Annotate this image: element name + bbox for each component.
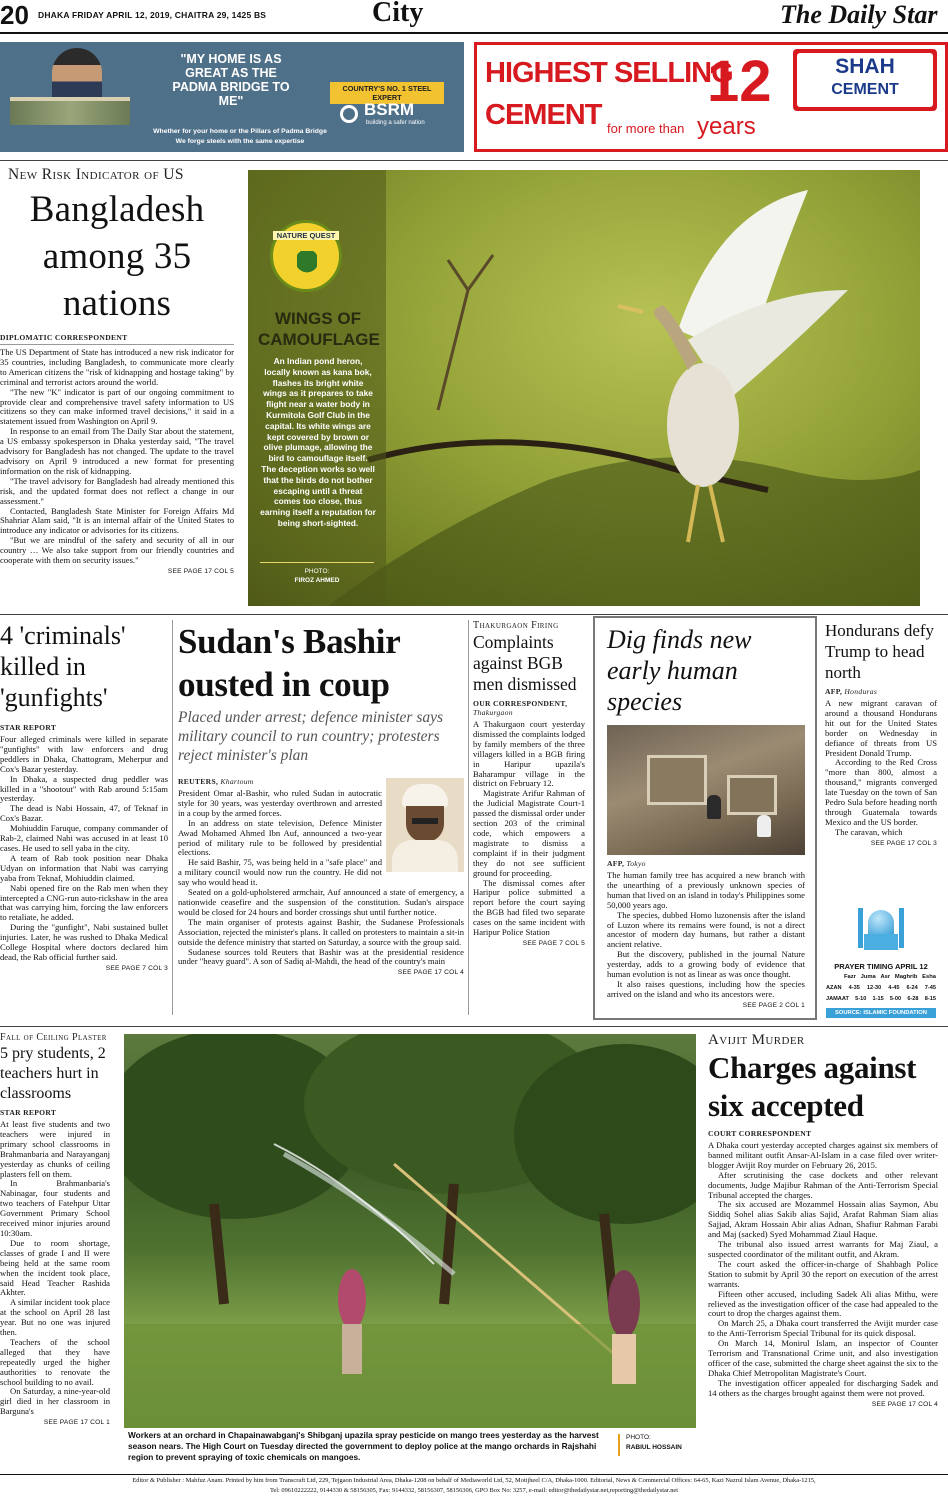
shah-cement-ad[interactable] — [474, 42, 948, 152]
continued-link[interactable]: SEE PAGE 17 COL 4 — [397, 969, 464, 977]
story-deck: Placed under arrest; defence minister says military council to run country; protesters reject minister's plan — [178, 709, 444, 764]
paragraph: On March 14, Monirul Islam, an inspector of Counter Terrorism and Transnational Crime unit, and also investigation officer of the case, submitted the charge sheet against the six to the Dhaka Chief Metropolitan Magistrate's Court. — [708, 1338, 938, 1378]
bsrm-ad[interactable] — [0, 42, 464, 152]
nature-quest-badge — [270, 220, 342, 292]
ad-number: 12 — [707, 49, 772, 114]
story-byline: STAR REPORT — [0, 1108, 57, 1117]
photo-caption-block — [124, 1430, 696, 1470]
paragraph: Nabi opened fire on the Rab men when they intercepted a CNG-run auto-rickshaw in the area that was carrying him, forcing the law enforcers to retaliate, he added. — [0, 882, 168, 923]
story-headline: Charges against six accepted — [708, 1050, 917, 1123]
paragraph: The dead is Nabi Hossain, 47, of Teknaf in Cox's Bazar. — [0, 803, 168, 824]
paragraph: "The new "K" indicator is part of our ongoing commitment to provide clear and comprehensive travel safety information to US citizens so they can make informed travel decisions," it said in a statement issued from Washington on April 9. — [0, 386, 234, 427]
paragraph: In response to an email from The Daily Star about the statement, a US embassy spokesperson in Dhaka yesterday said, "The travel advisory for Bangladesh has not changed. The update to the travel advisory on April 9 introduced a new format for presenting information on the risk of kidnapping. — [0, 426, 234, 476]
story-ceiling-plaster — [0, 1032, 110, 1468]
photo-credit-label: PHOTO: — [304, 568, 330, 575]
story-body — [0, 348, 234, 566]
ad-tagline: building a safer nation — [366, 120, 425, 126]
paragraph: Contacted, Bangladesh State Minister for Foreign Affairs Md Shahriar Alam said, "It is an internal affair of the United States to introduce any indicator or advisories for its citizens. — [0, 505, 234, 536]
story-byline: AFP, Honduras — [825, 687, 878, 696]
story-headline: Bangladesh among 35 nations — [29, 189, 205, 324]
ad-brand-1: SHAH — [835, 55, 895, 78]
paragraph: A Thakurgaon court yesterday dismissed the complaints lodged by family members of the three villagers killed in a BGB firing in Haripur upazila's Baharampur village in the district on February 12. — [473, 719, 585, 789]
shah-logo — [793, 49, 937, 111]
paragraph: He said Bashir, 75, was being held in a "safe place" and a military council would now run the country. He did not say who would head it. — [178, 857, 382, 888]
paragraph: The investigation officer appealed for discharging Sadek and 14 others as the charges brought against them were not proved. — [708, 1377, 938, 1398]
paragraph: Seated on a gold-upholstered armchair, Auf announced a state of emergency, a nationwide ceasefire and the suspension of the constitution. Sudan's airspace would be closed for 24 hours and border crossings shut until further notice. — [178, 887, 464, 917]
paragraph: At least five students and two teachers were injured in primary school classrooms in Brahmanbaria and Narayanganj yesterday as chunks of ceiling plasters fell on them. — [0, 1119, 110, 1179]
paragraph: According to the Red Cross "more than 800, almost a thousand," migrants converged late Tuesday on the town of San Pedro Sula before heading north through Guatemala towards Mexico and the US border. — [825, 757, 937, 827]
photo-credit-label: PHOTO: — [626, 1434, 651, 1441]
photo-title: WINGS OF CAMOUFLAGE — [258, 309, 380, 349]
continued-link[interactable]: SEE PAGE 17 COL 5 — [167, 567, 234, 575]
paragraph: The dismissal comes after Haripur police submitted a report before the court saying the BGB had filed two separate cases on the same incident with Haripur Police Station — [473, 877, 585, 938]
paragraph: On March 25, a Dhaka court transferred the Avijit murder case to the Anti-Terrorism Special Tribunal for its quick disposal. — [708, 1318, 938, 1339]
paragraph: In Dhaka, a suspected drug peddler was killed in a "shootout" with Rab around 5:15am yesterday. — [0, 773, 168, 804]
ad-house-graphic — [10, 97, 130, 125]
mango-orchard-photo — [124, 1034, 696, 1428]
paragraph: The court asked the officer-in-charge of Shahbagh Police Station to submit by April 30 the report on execution of the arrest warrants. — [708, 1258, 938, 1289]
paragraph: President Omar al-Bashir, who ruled Sudan in autocratic style for 30 years, was yesterday overthrown and arrested in a coup by the armed forces. — [178, 788, 382, 818]
story-human-species — [593, 616, 817, 1020]
imprint-line-2: Tel: 09610222222, 9144330 & 58156305, Fax: 9144332, 58156307, 58156306, GPO Box No: 3257, e-mail: editor@thedailystar.net,reporting@thedailystar.net — [269, 1487, 679, 1494]
jamaat-row: JAMAAT 5-10 1-15 5-00 6-28 8-15 — [826, 996, 936, 1002]
story-body — [708, 1141, 938, 1399]
continued-link[interactable]: SEE PAGE 2 COL 1 — [742, 1001, 805, 1009]
story-bgb — [473, 620, 585, 1015]
story-hondurans — [825, 620, 937, 900]
paragraph: Mohiuddin Faruque, company commander of Rab-2, claimed Nabi was accused in at least 10 cases. He used to sell yaba in the city. — [0, 823, 168, 853]
section-title: City — [372, 0, 424, 28]
ad-badge: COUNTRY'S NO. 1 STEEL EXPERT — [330, 82, 444, 104]
photo-credit: FIROZ AHMED — [294, 577, 340, 584]
prayer-labels: Fazr Juma Asr Maghrib Esha — [844, 974, 936, 980]
paragraph: It also raises questions, including how the species arrived on the island and who its ancestors were. — [607, 978, 805, 999]
paragraph: A similar incident took place at the school on April 28 last year. But no one was injured then. — [0, 1297, 110, 1338]
bsrm-logo-icon — [340, 105, 358, 123]
story-byline: DIPLOMATIC CORRESPONDENT — [0, 333, 234, 345]
azan-row: AZAN 4-35 12-30 4-45 6-24 7-45 — [826, 985, 936, 991]
story-byline: AFP, Tokyo — [607, 859, 646, 868]
ad-brand-2: CEMENT — [831, 81, 899, 98]
prayer-title: PRAYER TIMING APRIL 12 — [834, 962, 928, 971]
badge-label: NATURE QUEST — [273, 231, 339, 240]
paragraph: The main organiser of protests against Bashir, the Sudanese Professionals Association, rejected the minister's plans. It called on protesters to maintain a sit-in outside the defence ministry that started on Saturday, a source with the group said. — [178, 916, 464, 947]
story-headline: 5 pry students, 2 teachers hurt in classrooms — [0, 1045, 106, 1102]
continued-link[interactable]: SEE PAGE 7 COL 3 — [105, 964, 168, 972]
story-byline: REUTERS, Khartoum — [178, 777, 254, 786]
paper-name: The Daily Star — [780, 0, 938, 29]
story-sudan — [178, 620, 464, 1015]
caption-panel — [248, 170, 386, 606]
continued-link[interactable]: SEE PAGE 17 COL 3 — [870, 839, 937, 847]
paragraph: The species, dubbed Homo luzonensis after the island of Luzon where its remains were found, is not a direct ancestor of modern day humans, but rather a distant ancient relative. — [607, 909, 805, 950]
paragraph: The human family tree has acquired a new branch with the unearthing of a previously unknown species of human that lived on an island in today's Philippines some 50,000 years ago. — [607, 870, 805, 910]
story-kicker: New Risk Indicator of US — [8, 166, 184, 183]
paragraph: After scrutinising the case dockets and other relevant documents, Judge Majibur Rahman of the Anti-Terrorism Special Tribunal accepted the charges. — [708, 1169, 938, 1200]
paragraph: The caravan, which — [835, 826, 903, 837]
photo-caption: Workers at an orchard in Chapainawabganj's Shibganj upazila spray pesticide on mango trees yesterday as the harvest season nears. The High Court on Tuesday directed the government to deploy police at the mango orchards in Rajshahi region to prevent spraying of toxic chemicals on mangoes. — [128, 1430, 599, 1462]
story-body — [0, 1120, 110, 1417]
ad-footer-1: Whether for your home or the Pillars of Padma Bridge — [153, 128, 327, 135]
paragraph: On Saturday, a nine-year-old girl died in her classroom in Barguna's — [0, 1386, 110, 1417]
story-headline: Dig finds new early human species — [607, 625, 752, 716]
paragraph: Due to room shortage, classes of grade I and II were being held at the same room when the incident took place, said Head Teacher Rashida Akhter. — [0, 1237, 110, 1298]
story-body — [0, 735, 168, 963]
paragraph: A new migrant caravan of around a thousand Hondurans hit out for the United States border on Wednesday in defiance of threats from US President Donald Trump. — [825, 698, 937, 758]
ad-quote: "MY HOME IS AS GREAT AS THE PADMA BRIDGE TO ME" — [172, 52, 290, 108]
masthead-rule — [0, 32, 948, 34]
story-kicker: Fall of Ceiling Plaster — [0, 1032, 107, 1043]
page-number: 20 — [0, 0, 29, 30]
story-byline: OUR CORRESPONDENT, Thakurgaon — [473, 699, 568, 717]
prayer-timing — [826, 900, 936, 1022]
orchard-illustration — [124, 1034, 696, 1428]
paragraph: A Dhaka court yesterday accepted charges against six members of banned militant outfit Ansar-Al-Islam in a case filed over writer-blogger Avijit Roy murder on February 26, 2015. — [708, 1140, 938, 1170]
paragraph: The six accused are Mozammel Hossain alias Saymon, Abu Siddiq Sohel alias Sakib alias Sajid, Arafat Rahman Siam alias Sajjad, Akram Hossain Abir alias Adnan, Shafiur Rahman Farabi and Maj (sacked) Syed Mohammad Ziaul Haque. — [708, 1199, 938, 1240]
ad-footer-2: We forge steels with the same expertise — [175, 138, 305, 145]
mosque-icon — [856, 904, 906, 954]
ad-unit: years — [697, 113, 756, 140]
story-headline: Sudan's Bashir ousted in coup — [178, 622, 400, 704]
paragraph: Four alleged criminals were killed in separate "gunfights" with law enforcers and drug peddlers in Dhaka, Chattogram, Meherpur and Cox's Bazar yesterday. — [0, 734, 168, 774]
story-byline: STAR REPORT — [0, 723, 57, 732]
story-bangladesh-risk — [0, 166, 234, 606]
story-headline: 4 'criminals' killed in 'gunfights' — [0, 621, 126, 712]
story-kicker: Avijit Murder — [708, 1032, 805, 1048]
story-byline: COURT CORRESPONDENT — [708, 1129, 812, 1138]
paragraph: In Brahmanbaria's Nabinagar, four students and two teachers of Fatehpur Uttar Government Primary School received minor injuries around 10:30am. — [0, 1178, 110, 1238]
story-body — [825, 699, 937, 838]
story-headline: Complaints against BGB men dismissed — [473, 632, 577, 694]
imprint-line-1: Editor & Publisher : Mahfuz Anam. Printed by him from Transcraft Ltd, 229, Tejgaon Industrial Area, Dhaka-1208 on behalf of Mediaworld Ltd, 52, Motijheel C/A, Dhaka-1000. Editorial, News & Commercial Offices: 64-65, Kazi Nazrul Islam Avenue, Dhaka-1215, — [132, 1477, 816, 1484]
bashir-portrait — [386, 778, 464, 872]
paragraph: But the discovery, published in the journal Nature yesterday, adds to a growing body of evidence that human evolution is not as linear as was once thought. — [607, 949, 805, 980]
story-kicker: Thakurgaon Firing — [473, 620, 559, 631]
paragraph: Sudanese sources told Reuters that Bashir was at the presidential residence under "heavy guard". A son of Sadiq al-Mahdi, the head of the country's main — [178, 946, 464, 967]
photo-credit: RABIUL HOSSAIN — [626, 1444, 682, 1451]
story-body — [473, 720, 585, 938]
prayer-source: SOURCE: ISLAMIC FOUNDATION — [826, 1008, 936, 1018]
story-headline: Hondurans defy Trump to head north — [825, 621, 935, 682]
excavation-photo — [607, 725, 805, 855]
paragraph: "The travel advisory for Bangladesh had already mentioned this risk, and the updated format does not reflect a change in our assessment." — [0, 475, 234, 506]
paragraph: Teachers of the school alleged that they have repeatedly urged the higher authorities to renovate the school building to no avail. — [0, 1336, 110, 1387]
photo-caption: An Indian pond heron, locally known as kana bok, flashes its bright white wings as it prepares to take flight near a water body in Kurmitola Golf Club in the capital. Its white wings are kept covered by brown or olive plumage, allowing the bird to camouflage itself. The deception works so well that the birds do not bother escaping until a threat comes too close, thus earning itself a reputation for being short-sighted. — [260, 356, 376, 528]
paragraph: The US Department of State has introduced a new risk indicator for 35 countries, including Bangladesh, to communicate more clearly to American citizens the "risk of kidnapping and hostage taking" by criminal and terrorist actors around the world. — [0, 347, 234, 387]
ad-person-photo — [52, 48, 102, 104]
ad-brand: BSRM — [364, 100, 415, 119]
paragraph: During the "gunfight", Nabi sustained bullet injuries. Later, he was rushed to Dhaka Medical College Hospital where doctors declared him dead, the Rab official further said. — [0, 922, 168, 962]
tree-icon — [297, 251, 317, 279]
story-gunfights — [0, 620, 168, 1015]
paragraph: Fifteen other accused, including Sadek Ali alias Mithu, were relieved as the investigation officer of the case had appealed to the court to drop the charges against them. — [708, 1288, 938, 1319]
paragraph: "But we are mindful of the safety and security of all in our country … We also take support from our friendly countries and cooperate with them on security issues." — [0, 535, 234, 566]
ad-line-2: CEMENT — [485, 99, 602, 131]
story-avijit — [708, 1032, 938, 1472]
ad-prefix: for more than — [607, 121, 685, 136]
paragraph: A team of Rab took position near Dhaka Udyan on information that Nabi was carrying yaba from Teknaf, Mohiuddin claimed. — [0, 852, 168, 883]
heron-photo — [248, 170, 920, 606]
paragraph: The tribunal also issued arrest warrants for Maj Ziaul, a suspected coordinator of the militant outfit, and Akram. — [708, 1239, 938, 1259]
paragraph: In an address on state television, Defence Minister Awad Mohamed Ahmed Ibn Auf, announced a two-year period of military rule to be followed by presidential elections. — [178, 817, 382, 858]
dateline: DHAKA FRIDAY APRIL 12, 2019, CHAITRA 29, 1425 BS — [38, 10, 267, 20]
continued-link[interactable]: SEE PAGE 17 COL 4 — [871, 1400, 938, 1408]
ad-line-1: HIGHEST SELLING — [485, 57, 733, 89]
story-body — [607, 871, 805, 1000]
paragraph: Magistrate Arifur Rahman of the Judicial Magistrate Court-1 passed the dismissal order under section 203 of the criminal code, which empowers a magistrate to dismiss a complaint if in their judgment they do not see sufficient ground for proceeding. — [473, 788, 585, 878]
continued-link[interactable]: SEE PAGE 17 COL 1 — [43, 1419, 110, 1427]
continued-link[interactable]: SEE PAGE 7 COL 5 — [522, 939, 585, 947]
